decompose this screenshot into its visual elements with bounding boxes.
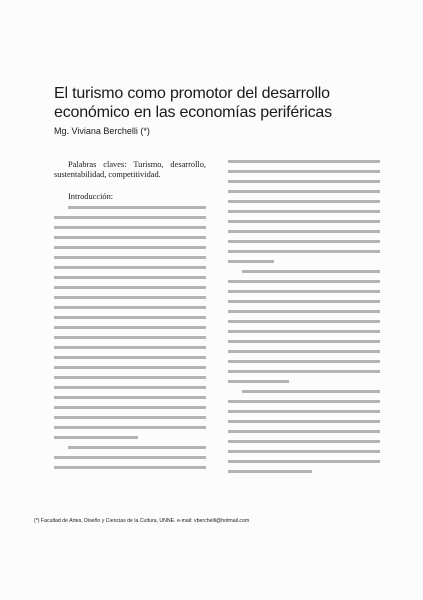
text-line-placeholder: [54, 436, 138, 439]
text-line-placeholder: [54, 346, 206, 349]
text-line-placeholder: [228, 430, 380, 433]
text-line-placeholder: [228, 420, 380, 423]
text-line-placeholder: [54, 216, 206, 219]
text-line-placeholder: [228, 300, 380, 303]
text-line-placeholder: [54, 306, 206, 309]
text-line-placeholder: [228, 370, 380, 373]
text-line-placeholder: [228, 310, 380, 313]
text-line-placeholder: [228, 290, 380, 293]
text-line-placeholder: [54, 416, 206, 419]
text-line-placeholder: [228, 170, 380, 173]
author-line: Mg. Viviana Berchelli (*): [54, 126, 150, 136]
text-line-placeholder: [228, 440, 380, 443]
text-line-placeholder: [228, 230, 380, 233]
text-line-placeholder: [68, 206, 206, 209]
text-line-placeholder: [54, 336, 206, 339]
text-line-placeholder: [228, 200, 380, 203]
text-line-placeholder: [54, 226, 206, 229]
text-line-placeholder: [228, 470, 312, 473]
text-line-placeholder: [228, 360, 380, 363]
text-line-placeholder: [228, 400, 380, 403]
section-heading: Introducción:: [68, 192, 114, 201]
text-line-placeholder: [54, 396, 206, 399]
text-line-placeholder: [54, 236, 206, 239]
text-line-placeholder: [228, 210, 380, 213]
text-line-placeholder: [54, 456, 206, 459]
text-line-placeholder: [54, 276, 206, 279]
text-line-placeholder: [54, 406, 206, 409]
text-line-placeholder: [54, 296, 206, 299]
text-line-placeholder: [228, 460, 380, 463]
article-title: El turismo como promotor del desarrollo económico en las economías periféricas: [54, 85, 332, 121]
text-line-placeholder: [228, 220, 380, 223]
text-line-placeholder: [54, 256, 206, 259]
text-line-placeholder: [54, 426, 206, 429]
left-column: [54, 160, 206, 476]
text-line-placeholder: [242, 390, 380, 393]
text-line-placeholder: [54, 286, 206, 289]
text-line-placeholder: [54, 386, 206, 389]
text-line-placeholder: [228, 280, 380, 283]
text-line-placeholder: [228, 410, 380, 413]
text-line-placeholder: [54, 466, 206, 469]
right-column-text: [228, 160, 380, 473]
text-line-placeholder: [242, 270, 380, 273]
text-line-placeholder: [228, 180, 380, 183]
text-line-placeholder: [54, 326, 206, 329]
text-line-placeholder: [54, 366, 206, 369]
text-line-placeholder: [228, 250, 380, 253]
keywords: Palabras claves: Turismo, desarrollo, sustentabilidad, competitividad.: [54, 160, 206, 179]
text-line-placeholder: [228, 450, 380, 453]
text-line-placeholder: [68, 446, 206, 449]
footnote: (*) Facultad de Artes, Diseño y Ciencias de la Cultura, UNNE. e-mail: vberchelli@hotmail.com: [34, 518, 250, 524]
text-line-placeholder: [54, 266, 206, 269]
text-line-placeholder: [228, 190, 380, 193]
text-line-placeholder: [228, 340, 380, 343]
text-line-placeholder: [54, 316, 206, 319]
text-line-placeholder: [54, 376, 206, 379]
text-line-placeholder: [54, 246, 206, 249]
text-line-placeholder: [228, 240, 380, 243]
right-column: [228, 160, 380, 480]
text-line-placeholder: [228, 380, 289, 383]
text-line-placeholder: [228, 320, 380, 323]
text-line-placeholder: [228, 160, 380, 163]
text-line-placeholder: [228, 350, 380, 353]
text-line-placeholder: [228, 260, 274, 263]
text-line-placeholder: [228, 330, 380, 333]
text-line-placeholder: [54, 356, 206, 359]
left-column-text: [54, 206, 206, 469]
